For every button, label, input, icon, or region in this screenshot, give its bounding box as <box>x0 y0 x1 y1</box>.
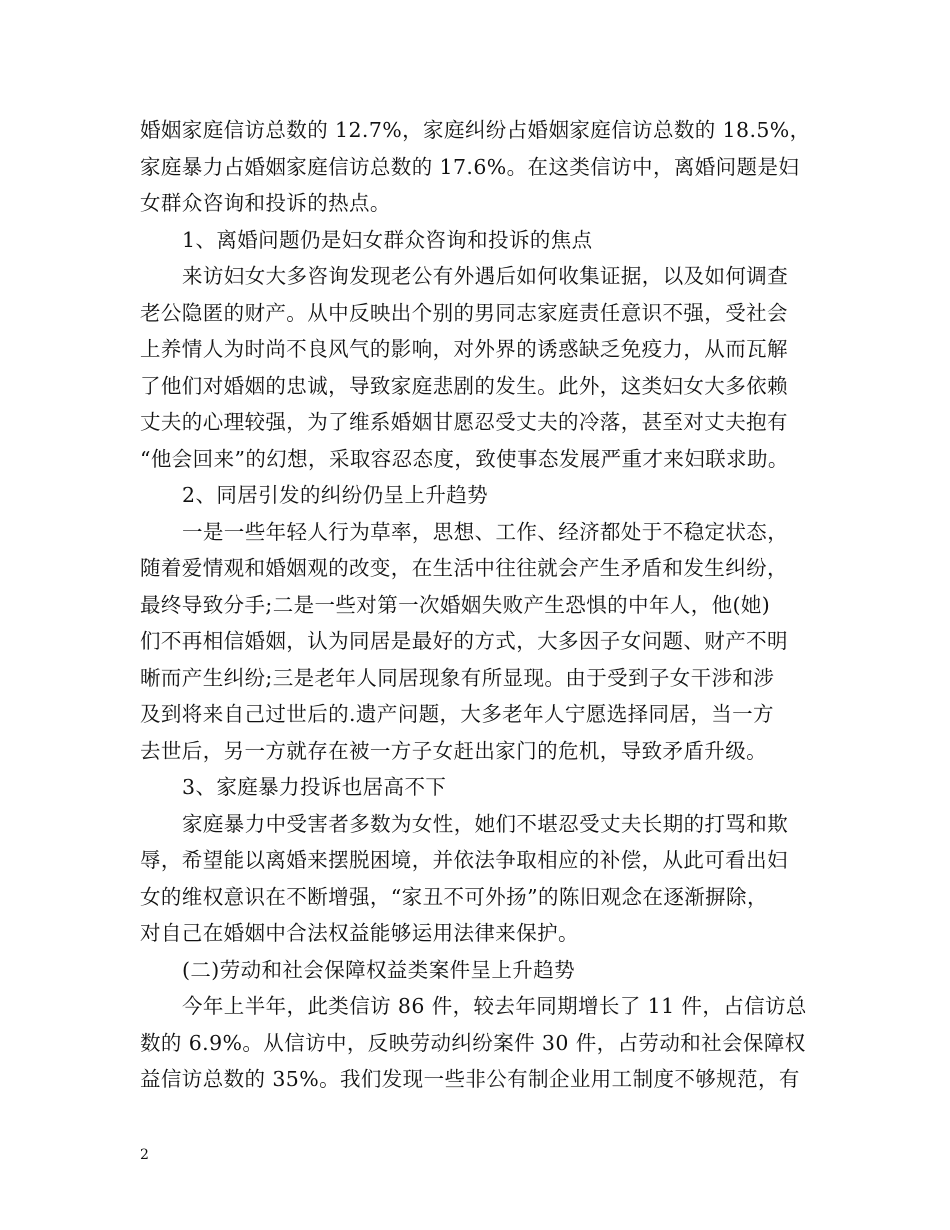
text-line: 们不再相信婚姻，认为同居是最好的方式，大多因子女问题、财产不明 <box>140 629 788 653</box>
text-line: 益信访总数的 35%。我们发现一些非公有制企业用工制度不够规范，有 <box>140 1067 800 1091</box>
text-line: 了他们对婚姻的忠诚，导致家庭悲剧的发生。此外，这类妇女大多依赖 <box>140 373 788 398</box>
text-line: 家庭暴力占婚姻家庭信访总数的 17.6%。在这类信访中，离婚问题是妇 <box>140 154 800 179</box>
text-line: (二)劳动和社会保障权益类案件呈上升趋势 <box>182 957 575 982</box>
text-line: 丈夫的心理较强，为了维系婚姻甘愿忍受丈夫的冷落，甚至对丈夫抱有 <box>140 410 788 434</box>
text-line: 家庭暴力中受害者多数为女性，她们不堪忍受丈夫长期的打骂和欺 <box>182 811 789 836</box>
text-line: 对自己在婚姻中合法权益能够运用法律来保护。 <box>140 921 579 945</box>
text-line: 今年上半年，此类信访 86 件，较去年同期增长了 11 件，占信访总 <box>182 994 807 1018</box>
text-line: 最终导致分手;二是一些对第一次婚姻失败产生恐惧的中年人，他(她) <box>140 592 771 617</box>
text-line: 婚姻家庭信访总数的 12.7%，家庭纠纷占婚姻家庭信访总数的 18.5%， <box>140 118 811 142</box>
text-line: 随着爱情观和婚姻观的改变，在生活中往往就会产生矛盾和发生纠纷， <box>140 556 788 580</box>
text-line: 2、同居引发的纠纷仍呈上升趋势 <box>182 483 489 507</box>
text-line: 1、离婚问题仍是妇女群众咨询和投诉的焦点 <box>182 227 593 252</box>
text-line: 数的 6.9%。从信访中，反映劳动纠纷案件 30 件，占劳动和社会保障权 <box>140 1030 806 1055</box>
text-line: 女的维权意识在不断增强，“家丑不可外扬”的陈旧观念在逐渐摒除， <box>140 884 768 909</box>
text-line: 及到将来自己过世后的.遗产问题，大多老年人宁愿选择同居，当一方 <box>140 702 774 726</box>
text-line: 去世后，另一方就存在被一方子女赶出家门的危机，导致矛盾升级。 <box>140 738 767 763</box>
text-line: 女群众咨询和投诉的热点。 <box>140 191 391 215</box>
text-line: 3、家庭暴力投诉也居高不下 <box>182 775 447 799</box>
text-line: 来访妇女大多咨询发现老公有外遇后如何收集证据，以及如何调查 <box>182 264 789 288</box>
text-line: “他会回来”的幻想，采取容忍态度，致使事态发展严重才来妇联求助。 <box>140 446 789 471</box>
page-number: 2 <box>140 1147 149 1163</box>
text-line: 老公隐匿的财产。从中反映出个别的男同志家庭责任意识不强，受社会 <box>140 300 788 325</box>
text-line: 一是一些年轻人行为草率，思想、工作、经济都处于不稳定状态， <box>182 519 789 544</box>
text-line: 晰而产生纠纷;三是老年人同居现象有所显现。由于受到子女干涉和涉 <box>140 665 775 690</box>
text-line: 辱，希望能以离婚来摆脱困境，并依法争取相应的补偿，从此可看出妇 <box>140 848 788 872</box>
text-line: 上养情人为时尚不良风气的影响，对外界的诱惑缺乏免疫力，从而瓦解 <box>140 337 788 361</box>
document-body <box>140 112 812 1098</box>
